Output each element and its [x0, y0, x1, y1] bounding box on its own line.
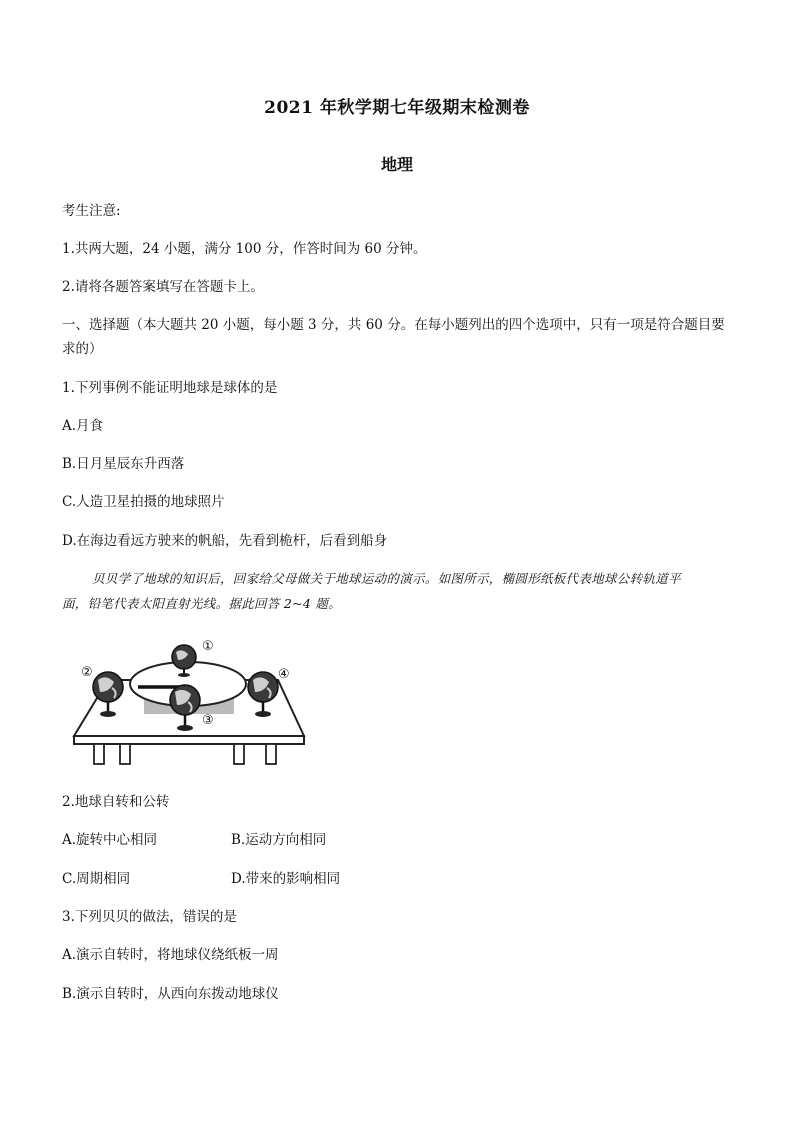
figure-label-2: ②	[81, 665, 93, 680]
question-2-stem: 2.地球自转和公转	[62, 794, 170, 810]
notice-item-2: 2.请将各题答案填写在答题卡上。	[62, 279, 264, 295]
section-heading-line2: 求的）	[62, 341, 103, 357]
question-3-stem: 3.下列贝贝的做法，错误的是	[62, 909, 237, 925]
subject-title: 地理	[380, 155, 413, 174]
section-heading-line1: 一、选择题（本大题共 20 小题，每小题 3 分，共 60 分。在每小题列出的四个选项中，只有一项是符合题目要	[62, 317, 725, 333]
figure-label-3: ③	[202, 713, 214, 728]
question-1-option-a: A.月食	[62, 418, 104, 434]
question-2-option-a: A.旋转中心相同	[62, 832, 158, 848]
question-1-option-b: B.日月星辰东升西落	[62, 456, 185, 472]
table-leg	[266, 744, 276, 764]
question-2-option-d: D.带来的影响相同	[231, 871, 341, 887]
notice-item-1: 1.共两大题，24 小题，满分 100 分，作答时间为 60 分钟。	[62, 241, 427, 257]
question-1-stem: 1.下列事例不能证明地球是球体的是	[62, 380, 278, 396]
figure-label-4: ④	[278, 667, 290, 682]
question-1-option-d: D.在海边看远方驶来的帆船，先看到桅杆，后看到船身	[62, 533, 388, 549]
question-1-option-c: C.人造卫星拍摄的地球照片	[62, 494, 225, 510]
figure-label-1: ①	[202, 639, 214, 654]
exam-title: 2021 年秋学期七年级期末检测卷	[264, 98, 530, 118]
notice-heading: 考生注意:	[62, 203, 121, 219]
question-3-option-a: A.演示自转时，将地球仪绕纸板一周	[62, 947, 279, 963]
material-line-2: 面，铅笔代表太阳直射光线。据此回答 2~4 题。	[62, 596, 342, 611]
table-leg	[94, 744, 104, 764]
material-line-1: 贝贝学了地球的知识后，回家给父母做关于地球运动的演示。如图所示，椭圆形纸板代表地球公转轨道平	[92, 571, 681, 586]
table-edge	[74, 736, 304, 744]
question-2-option-b: B.运动方向相同	[231, 832, 327, 848]
question-3-option-b: B.演示自转时，从西向东拨动地球仪	[62, 986, 279, 1002]
globe-demonstration-figure	[68, 632, 310, 768]
table-leg	[120, 744, 130, 764]
question-2-option-c: C.周期相同	[62, 871, 131, 887]
table-leg	[234, 744, 244, 764]
